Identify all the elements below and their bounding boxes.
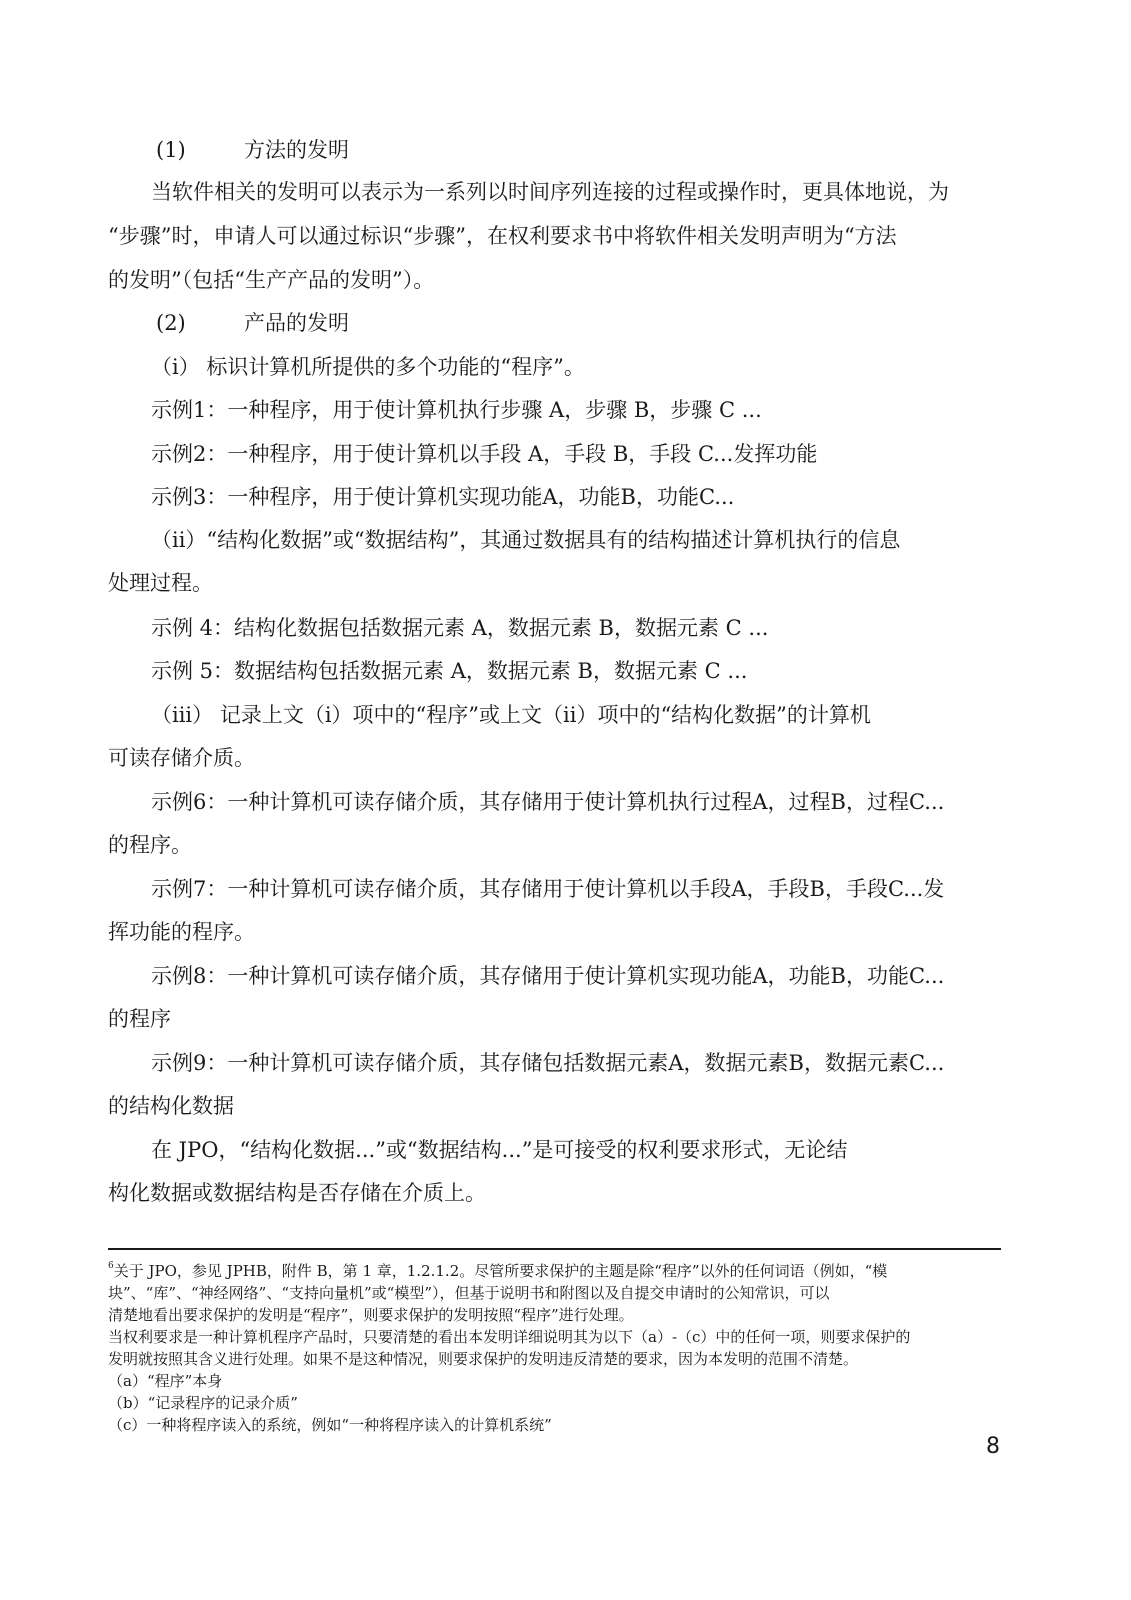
example-7: 示例7：一种计算机可读存储介质，其存储用于使计算机以手段A，手段B，手段C...发 <box>151 877 945 901</box>
jpo-paragraph: 在 JPO，“结构化数据...”或“数据结构...”是可接受的权利要求形式，无论结 <box>151 1138 848 1162</box>
footnote-item-b: （b）“记录程序的记录介质” <box>108 1394 298 1412</box>
paragraph-line: “步骤”时，申请人可以通过标识“步骤”，在权利要求书中将软件相关发明声明为“方法 <box>108 224 897 248</box>
example-8: 示例8：一种计算机可读存储介质，其存储用于使计算机实现功能A，功能B，功能C... <box>151 964 945 988</box>
footnote-item-c: （c）一种将程序读入的系统，例如“一种将程序读入的计算机系统” <box>108 1416 552 1434</box>
item-iii: （iii） 记录上文（i）项中的“程序”或上文（ii）项中的“结构化数据”的计算机 <box>151 703 871 727</box>
section-title: 产品的发明 <box>244 311 349 335</box>
item-i: （i） 标识计算机所提供的多个功能的“程序”。 <box>151 355 585 379</box>
footnote-line: 清楚地看出要求保护的发明是“程序”，则要求保护的发明按照“程序”进行处理。 <box>108 1306 634 1324</box>
section-heading-2 <box>156 308 349 338</box>
footnote-line: 当权利要求是一种计算机程序产品时，只要清楚的看出本发明详细说明其为以下（a）-（c）中的任何一项，则要求保护的 <box>108 1328 911 1346</box>
paragraph-line: 的发明”（包括“生产产品的发明”）。 <box>108 268 435 292</box>
paragraph-line: 当软件相关的发明可以表示为一系列以时间序列连接的过程或操作时，更具体地说，为 <box>151 180 949 204</box>
example-6: 示例6：一种计算机可读存储介质，其存储用于使计算机执行过程A，过程B，过程C... <box>151 790 945 814</box>
item-ii: （ii）“结构化数据”或“数据结构”，其通过数据具有的结构描述计算机执行的信息 <box>151 528 901 552</box>
footnote-line: 块”、“库”、“神经网络”、“支持向量机”或“模型”），但基于说明书和附图以及自提交申请时的公知常识，可以 <box>108 1284 830 1302</box>
section-number: (2) <box>156 311 186 335</box>
footnote-line: 发明就按照其含义进行处理。如果不是这种情况，则要求保护的发明违反清楚的要求，因为本发明的范围不清楚。 <box>108 1350 859 1368</box>
section-heading-1 <box>156 135 349 165</box>
example-2: 示例2：一种程序，用于使计算机以手段 A，手段 B，手段 C...发挥功能 <box>151 442 818 466</box>
example-9-cont: 的结构化数据 <box>108 1094 234 1118</box>
section-number: (1) <box>156 138 186 162</box>
example-6-cont: 的程序。 <box>108 833 192 857</box>
footnote-divider <box>108 1248 1001 1250</box>
jpo-paragraph-cont: 构化数据或数据结构是否存储在介质上。 <box>108 1181 486 1205</box>
footnote-mark: 6 <box>108 1261 114 1271</box>
item-ii-cont: 处理过程。 <box>108 571 213 595</box>
example-9: 示例9：一种计算机可读存储介质，其存储包括数据元素A，数据元素B，数据元素C... <box>151 1051 945 1075</box>
example-3: 示例3：一种程序，用于使计算机实现功能A，功能B，功能C... <box>151 485 735 509</box>
footnote-item-a: （a）“程序”本身 <box>108 1372 223 1390</box>
example-4: 示例 4：结构化数据包括数据元素 A，数据元素 B，数据元素 C ... <box>151 616 769 640</box>
page-number: 8 <box>986 1434 1000 1459</box>
example-5: 示例 5：数据结构包括数据元素 A，数据元素 B，数据元素 C ... <box>151 659 748 683</box>
example-8-cont: 的程序 <box>108 1007 171 1031</box>
example-1: 示例1：一种程序，用于使计算机执行步骤 A，步骤 B，步骤 C ... <box>151 398 762 422</box>
example-7-cont: 挥功能的程序。 <box>108 920 255 944</box>
item-iii-cont: 可读存储介质。 <box>108 746 255 770</box>
section-title: 方法的发明 <box>244 138 349 162</box>
footnote-line: $^6$关于 JPO，参见 JPHB，附件 B，第 1 章，1.2.1.2。尽管所要求保护的主题是除“程序”以外的任何词语（例如，“模 <box>108 1261 888 1280</box>
